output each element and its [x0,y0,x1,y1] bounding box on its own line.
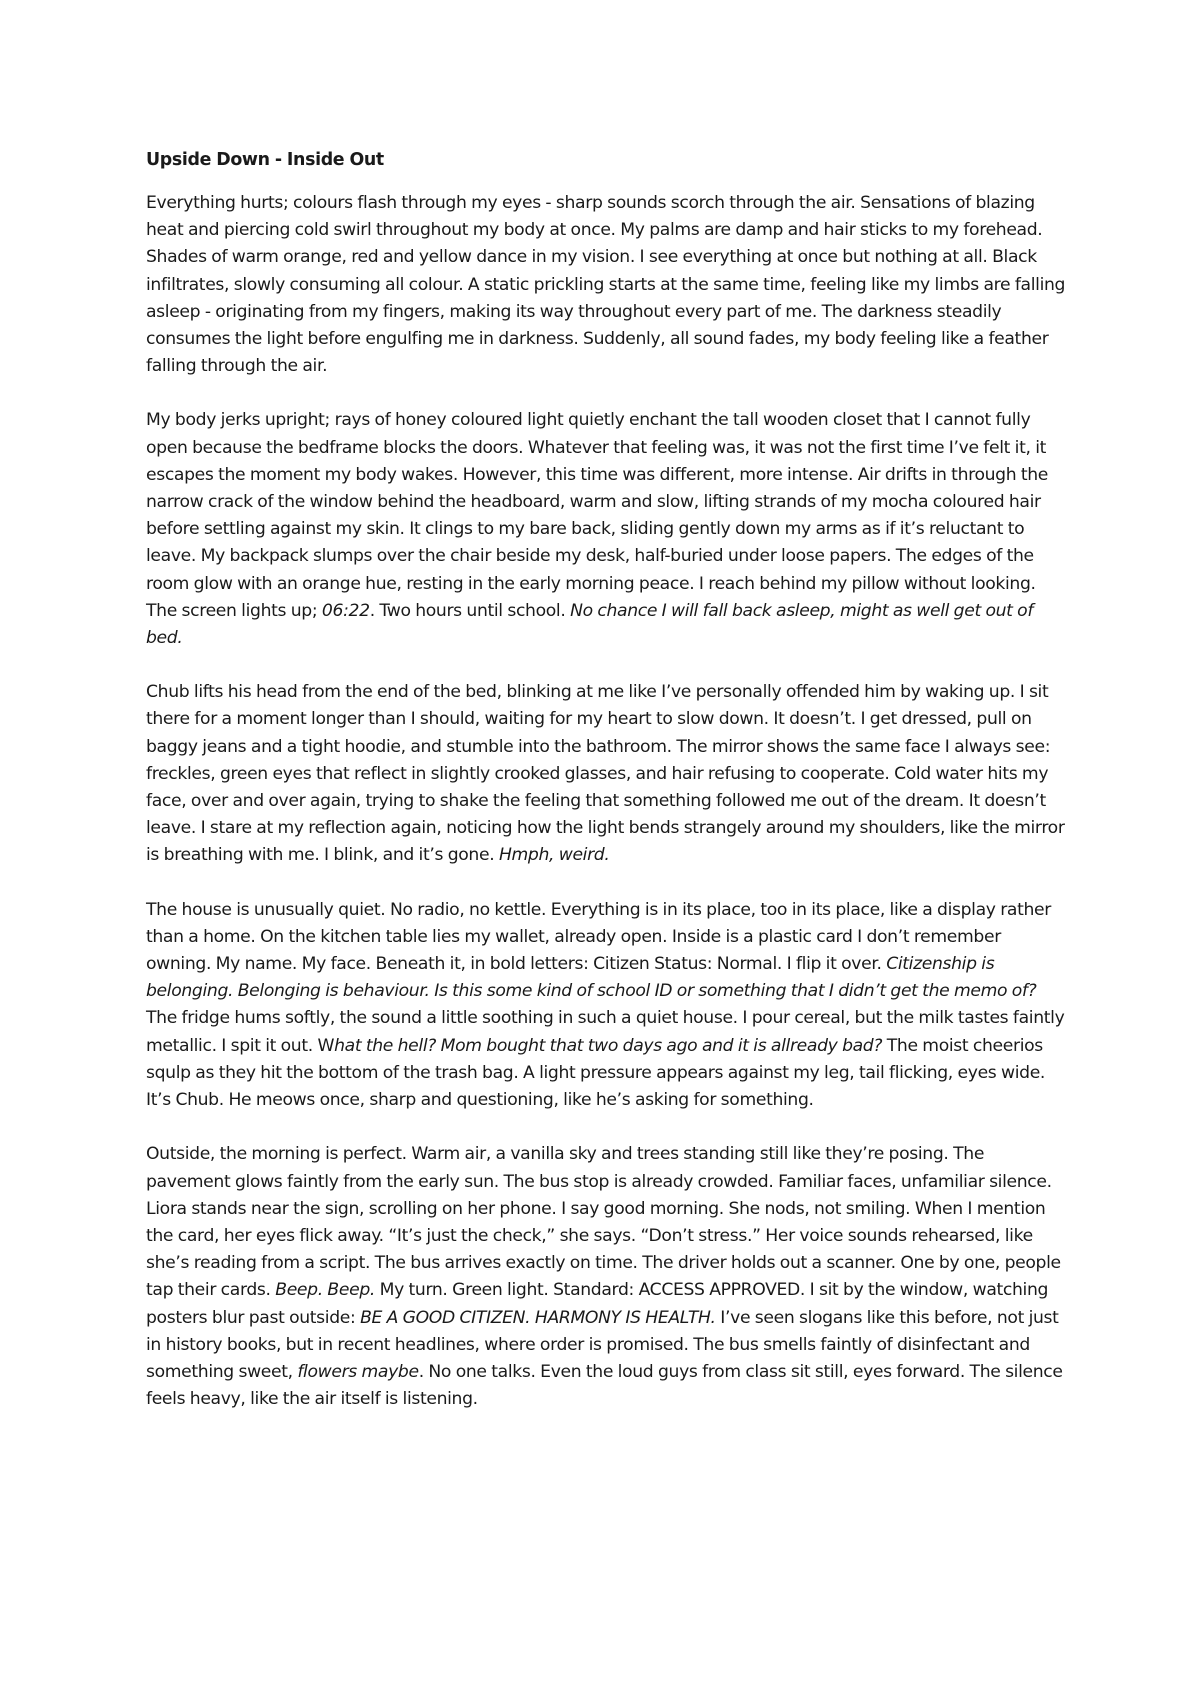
italic-text-run: flowers maybe [297,1361,419,1382]
italic-text-run: 06:22 [321,600,370,621]
text-run: . No one talks. Even the loud guys from class sit still, eyes forward. The silence feels heavy, like the air itself is listening. [146,1361,1063,1410]
text-run: My body jerks upright; rays of honey coloured light quietly enchant the tall wooden closet that I cannot fully open because the bedframe blocks the doors. Whatever that feeling was, it was not the first time I’ve felt it, it escapes the moment my body wakes. However, this time was different, more intense. Air drifts in through the narrow crack of the window behind the headboard, warm and slow, lifting strands of my mocha coloured hair before settling against my skin. It clings to my bare back, sliding gently down my arms as if it’s reluctant to leave. My backpack slumps over the chair beside my desk, half-buried under loose papers. The edges of the room glow with an orange hue, resting in the early morning peace. I reach behind my pillow without looking. The screen lights up; [146,410,1049,621]
italic-text-run: hat the hell? Mom bought that two days ago and it is allready bad? [334,1035,883,1056]
text-run: The moist cheerios squlp as they hit the bottom of the trash bag. A light pressure appears against my leg, tail flicking, eyes wide. It’s Chub. He meows once, sharp and questioning, like he’s asking for something. [146,1035,1046,1111]
italic-text-run: BE A GOOD CITIZEN. HARMONY IS HEALTH. [360,1307,716,1328]
italic-text-run: Citizenship is belonging. Belonging is behaviour. Is this some kind of school ID or something that I didn’t get the memo of? [146,954,1037,1002]
text-run: Outside, the morning is perfect. Warm air, a vanilla sky and trees standing still like they’re posing. The pavement glows faintly from the early sun. The bus stop is already crowded. Familiar faces, unfamiliar silence. Liora stands near the sign, scrolling on her phone. I say good morning. She nods, not smiling. When I mention the card, her eyes flick away. “It’s just the check,” she says. “Don’t stress.” Her voice sounds rehearsed, like she’s reading from a script. The bus arrives exactly on time. The driver holds out a scanner. One by one, people tap their cards. [146,1144,1061,1301]
text-run: I’ve seen slogans like this before, not just in history books, but in recent headlines, where order is promised. The bus smells faintly of disinfectant and something sweet, [146,1307,1059,1382]
paragraph [146,190,1066,380]
text-run: The fridge hums softly, the sound a little soothing in such a quiet house. I pour cereal, but the milk tastes faintly metallic. I spit it out. W [146,1008,1065,1056]
paragraph [146,897,1066,1115]
text-run: The house is unusually quiet. No radio, no kettle. Everything is in its place, too in its place, like a display rather than a home. On the kitchen table lies my wallet, already open. Inside is a plastic card I don’t remember owning. My name. My face. Beneath it, in bold letters: Citizen Status: Normal. I flip it over. [146,899,1051,975]
italic-text-run: Hmph, weird. [498,845,610,866]
document-title: Upside Down - Inside Out [146,150,384,170]
italic-text-run: Beep. Beep. [275,1280,375,1301]
text-run: Everything hurts; colours flash through my eyes - sharp sounds scorch through the air. Sensations of blazing heat and piercing cold swirl throughout my body at once. My palms are damp and hair sticks to my forehead. Shades of warm orange, red and yellow dance in my vision. I see everything at once but nothing at all. Black infiltrates, slowly consuming all colour. A static prickling starts at the same time, feeling like my limbs are falling asleep - originating from my fingers, making its way throughout every part of me. The darkness steadily consumes the light before engulfing me in darkness. Suddenly, all sound fades, my body feeling like a feather falling through the air. [146,193,1066,377]
paragraph-list [146,190,1066,1413]
paragraph [146,407,1066,652]
paragraph [146,1141,1066,1413]
text-run: Chub lifts his head from the end of the bed, blinking at me like I’ve personally offended him by waking up. I sit there for a moment longer than I should, waiting for my heart to slow down. It doesn’t. I get dressed, pull on baggy jeans and a tight hoodie, and stumble into the bathroom. The mirror shows the same face I always see: freckles, green eyes that reflect in slightly crooked glasses, and hair refusing to cooperate. Cold water hits my face, over and over again, trying to shake the feeling that something followed me out of the dream. It doesn’t leave. I stare at my reflection again, noticing how the light bends strangely around my shoulders, like the mirror is breathing with me. I blink, and it’s gone. [146,682,1065,866]
italic-text-run: No chance I will fall back asleep, might as well get out of bed. [146,600,1034,649]
paragraph [146,679,1066,869]
text-run: . Two hours until school. [369,600,571,621]
document-body [146,148,1066,1440]
text-run: My turn. Green light. Standard: ACCESS APPROVED. I sit by the window, watching posters blur past outside: [146,1280,1049,1328]
